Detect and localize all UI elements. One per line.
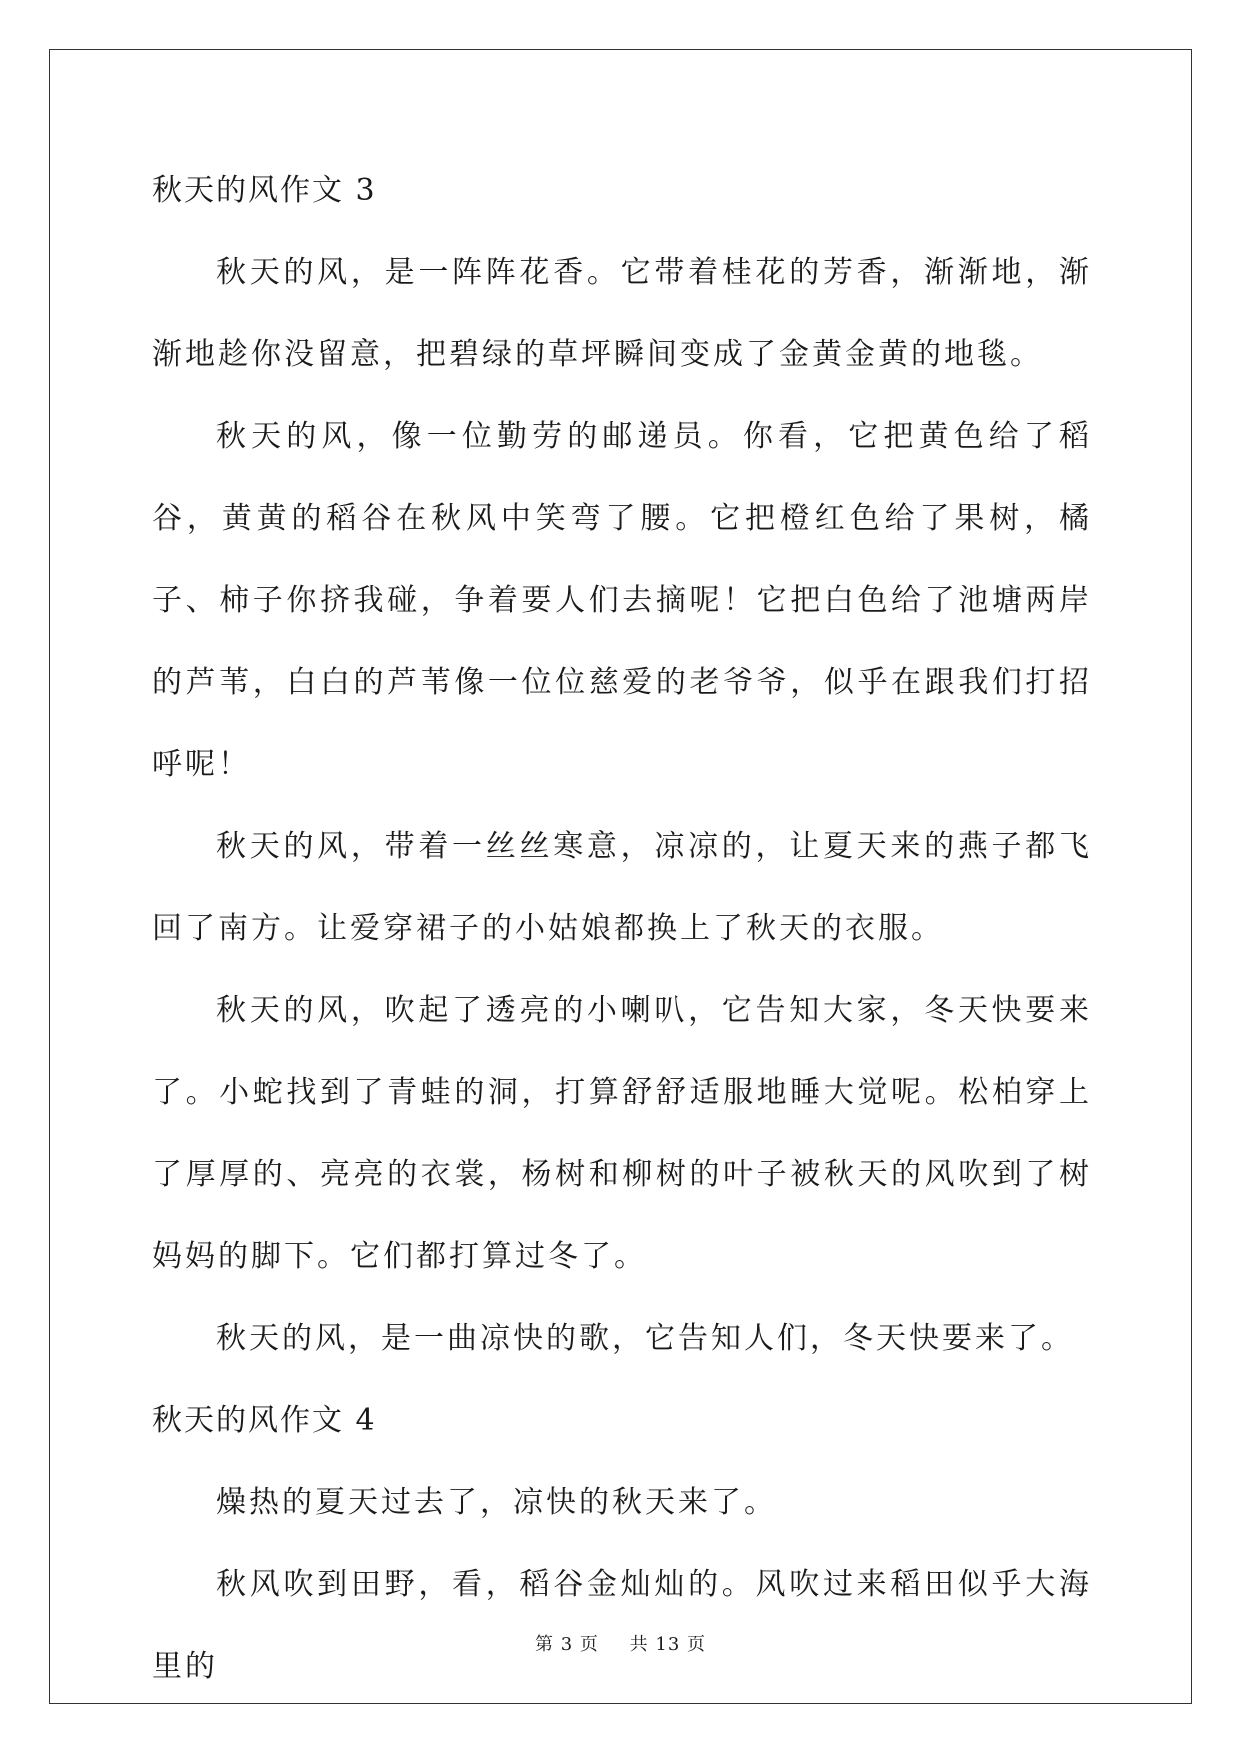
paragraph: 秋天的风，是一阵阵花香。它带着桂花的芳香，渐渐地，渐渐地趁你没留意，把碧绿的草坪瞬间变成了金黄金黄的地毯。 [152, 255, 1092, 372]
paragraph: 燥热的夏天过去了，凉快的秋天来了。 [216, 1485, 777, 1520]
paragraph: 秋天的风，是一曲凉快的歌，它告知人们，冬天快要来了。 [216, 1321, 1074, 1356]
paragraph: 秋天的风，带着一丝丝寒意，凉凉的，让夏天来的燕子都飞回了南方。让爱穿裙子的小姑娘都换上了秋天的衣服。 [152, 829, 1092, 946]
paragraph: 秋天的风，像一位勤劳的邮递员。你看，它把黄色给了稻谷，黄黄的稻谷在秋风中笑弯了腰。它把橙红色给了果树，橘子、柿子你挤我碰，争着要人们去摘呢！它把白色给了池塘两岸的芦苇，白白的芦苇像一位位慈爱的老爷爷，似乎在跟我们打招呼呢！ [152, 419, 1092, 782]
page-footer [0, 1630, 1241, 1656]
paragraph: 秋风吹到田野，看，稻谷金灿灿的。风吹过来稻田似乎大海里的 [152, 1567, 1092, 1684]
section-heading: 秋天的风作文 3 [152, 173, 377, 208]
page-total: 共 13 页 [629, 1634, 706, 1655]
document-body [152, 150, 1092, 1708]
section-heading: 秋天的风作文 4 [152, 1403, 377, 1438]
page-number: 第 3 页 [535, 1634, 599, 1655]
paragraph: 秋天的风，吹起了透亮的小喇叭，它告知大家，冬天快要来了。小蛇找到了青蛙的洞，打算舒舒适服地睡大觉呢。松柏穿上了厚厚的、亮亮的衣裳，杨树和柳树的叶子被秋天的风吹到了树妈妈的脚下。它们都打算过冬了。 [152, 993, 1092, 1274]
